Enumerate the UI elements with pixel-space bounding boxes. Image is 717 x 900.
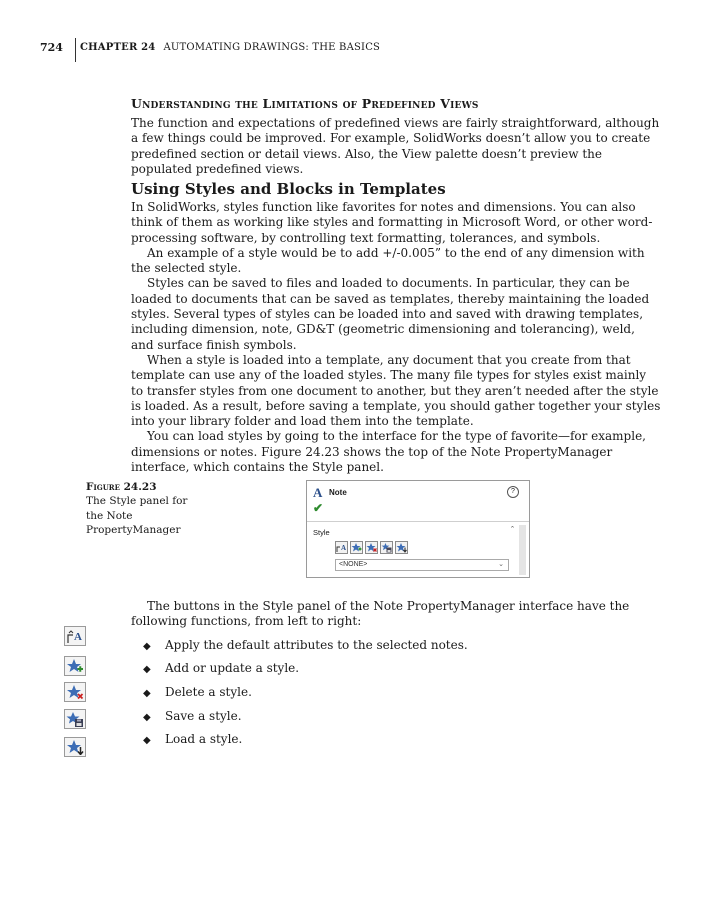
list-item — [143, 661, 299, 675]
section-heading-limitations: Understanding the Limitations of Predefined Views — [131, 96, 479, 111]
style-dropdown-value: <NONE> — [339, 561, 368, 568]
chevron-down-icon: ⌄ — [498, 561, 504, 568]
figure-caption — [86, 480, 196, 537]
ok-check-icon[interactable]: ✔ — [313, 501, 324, 515]
bullet-diamond-icon: ◆ — [143, 664, 151, 675]
list-item — [143, 709, 242, 723]
paragraph: You can load styles by going to the interface for the type of favorite—for example, dimensions or notes. Figure 24.23 shows the top of the Note PropertyManager interface, which contains the Style panel. — [131, 429, 646, 475]
running-header — [80, 42, 380, 53]
apply-default-icon[interactable] — [335, 541, 348, 554]
list-item-text: Delete a style. — [165, 685, 252, 699]
list-item-text: Add or update a style. — [165, 661, 300, 675]
note-icon: A — [313, 485, 323, 500]
figure-label: Figure 24.23 — [86, 481, 157, 493]
style-section-label: Style — [313, 528, 330, 537]
paragraph: In SolidWorks, styles function like favorites for notes and dimensions. You can also think of them as working like styles and formatting in Microsoft Word, or other word-processing software, by controlling text formatting, tolerances, and symbols. — [131, 200, 653, 245]
paragraph: An example of a style would be to add +/-0.005” to the end of any dimension with the selected style. — [131, 245, 645, 276]
delete-style-icon[interactable] — [365, 541, 378, 554]
chapter-number: CHAPTER 24 — [80, 42, 156, 53]
paragraph: Styles can be saved to files and loaded to documents. In particular, they can be loaded to documents that can be saved as templates, thereby maintaining the loaded styles. Several types of styles can be loaded into and saved with drawing templates, including dimension, note, GD&T (geometric dimensioning and tolerancing), weld, and surface finish symbols. — [131, 276, 650, 352]
list-intro — [131, 599, 661, 630]
panel-title: Note — [329, 488, 347, 497]
section-body-styles — [131, 200, 661, 475]
paragraph: The buttons in the Style panel of the Note PropertyManager interface have the following functions, from left to right: — [131, 599, 630, 629]
delete-style-icon — [64, 682, 86, 702]
apply-default-icon — [64, 626, 86, 646]
help-icon[interactable]: ? — [507, 486, 519, 498]
svg-text:A: A — [341, 544, 347, 552]
style-panel-figure — [306, 480, 530, 578]
section-body-limitations — [131, 116, 661, 177]
bullet-diamond-icon: ◆ — [143, 735, 151, 746]
list-item — [143, 732, 242, 746]
load-style-icon[interactable] — [395, 541, 408, 554]
scrollbar[interactable] — [519, 525, 526, 575]
save-style-icon[interactable] — [380, 541, 393, 554]
paragraph: The function and expectations of predefined views are fairly straightforward, although a few things could be improved. For example, SolidWorks doesn’t allow you to create predefined section or detail views. Also, the View palette doesn’t preview the populated predefined views. — [131, 116, 660, 176]
add-style-icon — [64, 656, 86, 676]
figure-caption-text: The Style panel for the Note PropertyManager — [86, 495, 188, 536]
bullet-diamond-icon: ◆ — [143, 688, 151, 699]
list-item — [143, 685, 252, 699]
list-item-text: Load a style. — [165, 732, 243, 746]
bullet-diamond-icon: ◆ — [143, 712, 151, 723]
list-item-text: Save a style. — [165, 709, 242, 723]
panel-header — [307, 481, 529, 522]
style-buttons — [335, 541, 408, 554]
list-item — [143, 638, 468, 652]
load-style-icon — [64, 737, 86, 757]
style-dropdown[interactable] — [335, 559, 509, 571]
section-heading-styles: Using Styles and Blocks in Templates — [131, 180, 446, 198]
svg-text:A: A — [74, 631, 82, 643]
list-item-text: Apply the default attributes to the selected notes. — [165, 638, 468, 652]
bullet-diamond-icon: ◆ — [143, 641, 151, 652]
header-divider — [75, 38, 76, 62]
save-style-icon — [64, 709, 86, 729]
chapter-title: AUTOMATING DRAWINGS: THE BASICS — [163, 42, 381, 53]
collapse-chevron-icon[interactable]: ˆ — [511, 525, 514, 535]
add-style-icon[interactable] — [350, 541, 363, 554]
paragraph: When a style is loaded into a template, any document that you create from that template can use any of the loaded styles. The many file types for styles exist mainly to transfer styles from one document to another, but they aren’t needed after the style is loaded. As a result, before saving a template, you should gather together your styles into your library folder and load them into the template. — [131, 352, 661, 429]
page-number: 724 — [40, 41, 63, 54]
